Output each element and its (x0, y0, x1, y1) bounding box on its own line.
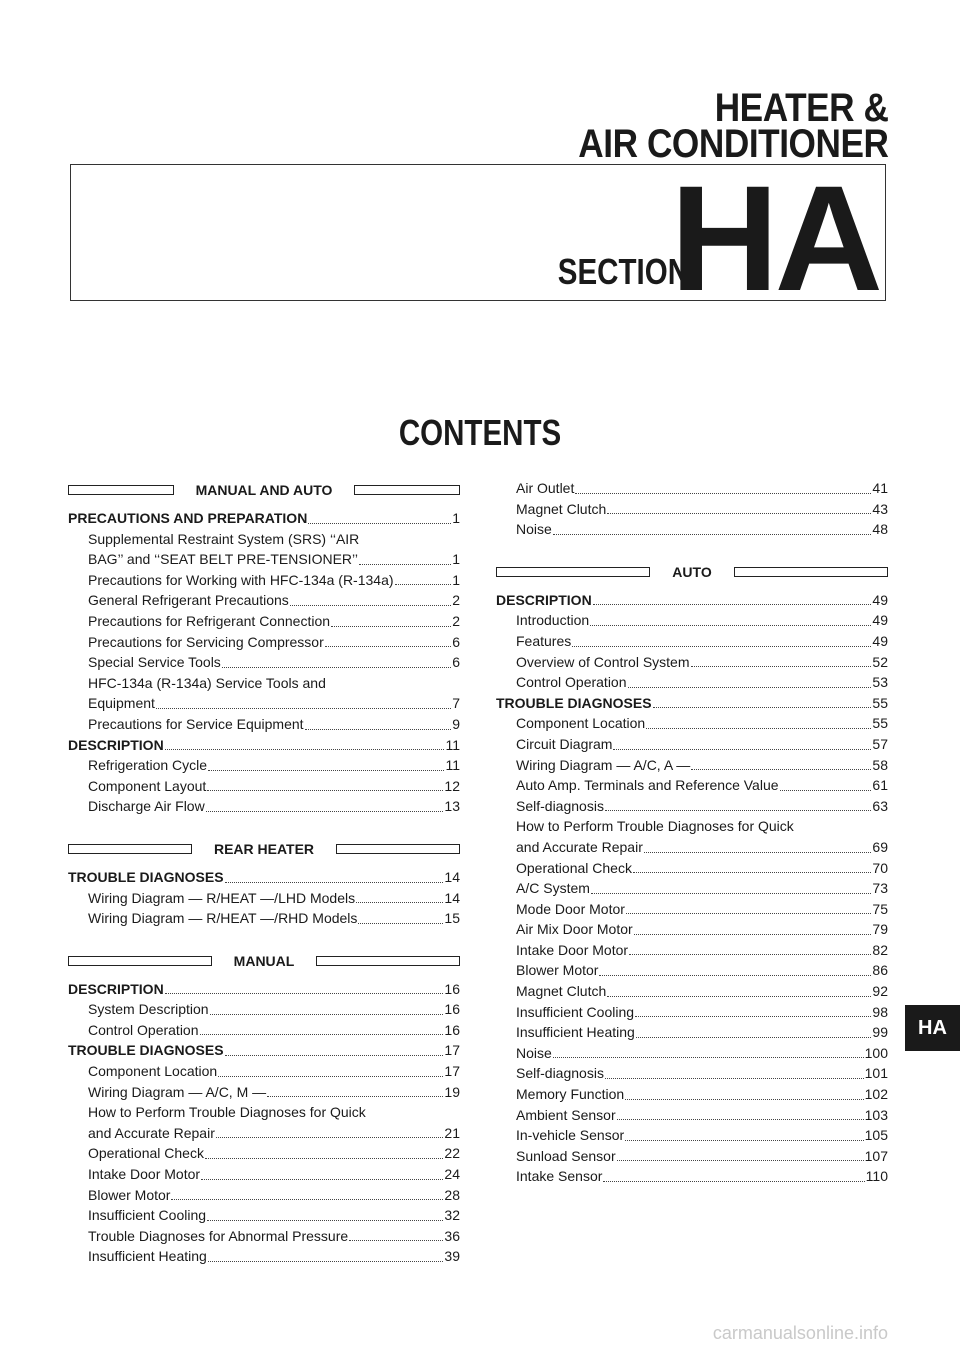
toc-entry-title: Operational Check (88, 1145, 204, 1162)
toc-entry-title: A/C System (516, 880, 590, 897)
toc-entry-page: 16 (444, 1001, 460, 1018)
toc-entry-wrapped-line[interactable]: HFC-134a (R-134a) Service Tools and (88, 674, 326, 691)
toc-entry-page: 21 (444, 1124, 460, 1141)
toc-entry-page: 17 (444, 1042, 460, 1059)
toc-entry-page: 6 (452, 633, 460, 650)
toc-entry-page: 1 (452, 551, 460, 568)
toc-chapter-entry[interactable] (68, 979, 460, 1000)
toc-entry[interactable] (496, 775, 888, 796)
toc-entry[interactable] (496, 478, 888, 499)
section-header (68, 478, 460, 502)
dot-leader (634, 934, 872, 935)
toc-entry-page: 61 (872, 777, 888, 794)
toc-entry-page: 98 (872, 1003, 888, 1020)
toc-entry-page: 14 (444, 889, 460, 906)
section-header (496, 560, 888, 584)
dot-leader (210, 1014, 444, 1015)
toc-entry-page: 49 (872, 591, 888, 608)
toc-entry[interactable] (68, 611, 460, 632)
toc-entry[interactable] (68, 714, 460, 735)
toc-entry-page: 1 (452, 510, 460, 526)
header-bar-left (68, 844, 192, 854)
toc-entry-title: Equipment (88, 695, 155, 712)
toc-entry-page: 73 (872, 880, 888, 897)
toc-entry-title: BAG’’ and ‘‘SEAT BELT PRE-TENSIONER’’ (88, 551, 358, 568)
toc-entry[interactable] (496, 919, 888, 940)
toc-entry-page: 32 (444, 1207, 460, 1224)
toc-entry-page: 99 (872, 1024, 888, 1041)
dot-leader (653, 707, 872, 708)
dot-leader (575, 493, 871, 494)
toc-entry[interactable] (496, 1043, 888, 1064)
toc-entry-page: 105 (864, 1127, 888, 1144)
toc-entry[interactable] (496, 734, 888, 755)
toc-entry-page: 2 (452, 592, 460, 609)
toc-chapter-entry[interactable] (68, 508, 460, 529)
dot-leader (225, 882, 444, 883)
toc-entry[interactable] (496, 713, 888, 734)
toc-entry-title: Insufficient Cooling (516, 1003, 635, 1020)
toc-entry-title: Self-diagnosis (516, 797, 604, 814)
toc-entry-page: 57 (872, 735, 888, 752)
toc-entry-page: 101 (864, 1065, 888, 1082)
toc-entry-title: Precautions for Servicing Compressor (88, 633, 324, 650)
toc-entry-title: Features (516, 632, 572, 649)
toc-entry-page: 82 (872, 941, 888, 958)
dot-leader (218, 1076, 443, 1077)
toc-entry-title: Insufficient Heating (88, 1248, 207, 1265)
toc-entry-title: Mode Door Motor (516, 900, 625, 917)
toc-entry-title: Refrigeration Cycle (88, 757, 208, 774)
section-header-label: REAR HEATER (213, 840, 315, 857)
toc-entry-title: Overview of Control System (516, 653, 690, 670)
toc-entry-page: 43 (872, 500, 888, 517)
section-code: HA (670, 154, 879, 322)
spacer (68, 817, 460, 837)
section-header (68, 837, 460, 861)
toc-entry-title: Precautions for Refrigerant Connection (88, 612, 331, 629)
toc-entry-title: Circuit Diagram (516, 735, 613, 752)
toc-chapter-entry[interactable] (496, 693, 888, 714)
toc-entry-title: Insufficient Heating (516, 1024, 635, 1041)
toc-entry[interactable] (68, 776, 460, 797)
toc-entry[interactable] (496, 940, 888, 961)
toc-entry-title: Precautions for Service Equipment (88, 715, 304, 732)
dot-leader (156, 708, 451, 709)
toc-entry[interactable] (68, 1082, 460, 1103)
toc-entry[interactable] (496, 796, 888, 817)
dot-leader (290, 605, 451, 606)
dot-leader (617, 1119, 864, 1120)
dot-leader (359, 564, 451, 565)
dot-leader (267, 1096, 443, 1097)
dot-leader (625, 1099, 863, 1100)
toc-entry-wrapped-line[interactable]: How to Perform Trouble Diagnoses for Quick (88, 1104, 366, 1121)
toc-entry-page: 16 (444, 980, 460, 997)
toc-entry-title: Wiring Diagram — A/C, A — (516, 756, 691, 773)
section-header (68, 949, 460, 973)
dot-leader (607, 513, 871, 514)
toc-entry-title: Noise (516, 521, 552, 538)
toc-entry[interactable] (68, 549, 460, 570)
toc-entry-title: General Refrigerant Precautions (88, 592, 289, 609)
toc-entry-page: 28 (444, 1186, 460, 1203)
toc-entry-title: Magnet Clutch (516, 983, 607, 1000)
toc-entry[interactable] (496, 610, 888, 631)
dot-leader (325, 646, 451, 647)
toc-entry[interactable] (68, 1123, 460, 1144)
toc-entry-page: 17 (444, 1063, 460, 1080)
section-header-label: MANUAL AND AUTO (195, 482, 333, 498)
dot-leader (625, 1140, 863, 1141)
dot-leader (691, 666, 872, 667)
toc-entry[interactable] (496, 878, 888, 899)
dot-leader (780, 790, 872, 791)
toc-entry-page: 49 (872, 612, 888, 629)
toc-entry-page: 6 (452, 654, 460, 671)
toc-entry-page: 55 (872, 694, 888, 711)
header-bar-left (68, 956, 212, 966)
dot-leader (603, 1181, 864, 1182)
toc-entry-title: DESCRIPTION (68, 736, 164, 753)
toc-entry[interactable] (496, 1105, 888, 1126)
dot-leader (165, 993, 444, 994)
toc-chapter-entry[interactable] (68, 867, 460, 888)
title-line-1: HEATER & (714, 86, 888, 130)
toc-entry[interactable] (68, 1061, 460, 1082)
toc-entry-title: TROUBLE DIAGNOSES (68, 1042, 224, 1059)
toc-entry-page: 48 (872, 521, 888, 538)
toc-entry-title: Operational Check (516, 859, 632, 876)
toc-entry-wrapped-line[interactable]: Supplemental Restraint System (SRS) ‘‘AIR (88, 530, 360, 547)
toc-entry[interactable] (68, 1020, 460, 1041)
toc-entry-title: Trouble Diagnoses for Abnormal Pressure (88, 1227, 349, 1244)
toc-entry-title: DESCRIPTION (496, 591, 592, 608)
toc-entry-page: 69 (872, 838, 888, 855)
toc-entry-page: 110 (865, 1168, 888, 1185)
toc-entry-page: 2 (452, 612, 460, 629)
contents-heading: CONTENTS (398, 412, 562, 453)
toc-entry[interactable] (68, 999, 460, 1020)
toc-entry[interactable] (68, 796, 460, 817)
toc-entry-title: and Accurate Repair (516, 838, 643, 855)
toc-entry[interactable] (496, 960, 888, 981)
dot-leader (356, 902, 443, 903)
toc-entry[interactable] (496, 631, 888, 652)
dot-leader (633, 872, 871, 873)
toc-entry[interactable] (496, 1002, 888, 1023)
toc-entry[interactable] (496, 1146, 888, 1167)
toc-entry-title: Introduction (516, 612, 590, 629)
toc-entry-title: Wiring Diagram — R/HEAT —/RHD Models (88, 910, 358, 927)
toc-entry[interactable] (496, 1063, 888, 1084)
dot-leader (207, 790, 443, 791)
section-header-label: MANUAL (233, 952, 295, 969)
toc-entry-title: Component Location (88, 1063, 218, 1080)
toc-entry-title: Special Service Tools (88, 654, 221, 671)
toc-entry-title: PRECAUTIONS AND PREPARATION (68, 510, 308, 526)
toc-entry-page: 16 (444, 1021, 460, 1038)
dot-leader (208, 770, 444, 771)
toc-entry-page: 12 (444, 777, 460, 794)
toc-entry-title: Self-diagnosis (516, 1065, 604, 1082)
watermark: carmanualsonline.info (712, 1323, 888, 1343)
dot-leader (628, 687, 872, 688)
toc-entry-page: 15 (444, 910, 460, 927)
toc-entry-title: and Accurate Repair (88, 1124, 215, 1141)
toc-entry-title: Control Operation (516, 674, 627, 691)
toc-entry-page: 102 (864, 1086, 888, 1103)
dot-leader (201, 1179, 443, 1180)
title-line-2: AIR CONDITIONER (577, 122, 888, 166)
dot-leader (308, 523, 451, 524)
toc-entry-title: Blower Motor (88, 1186, 171, 1203)
toc-entry-page: 70 (872, 859, 888, 876)
dot-leader (225, 1055, 444, 1056)
dot-leader (629, 954, 871, 955)
dot-leader (305, 729, 452, 730)
toc-entry-page: 11 (445, 736, 460, 753)
toc-entry[interactable] (496, 652, 888, 673)
toc-entry-title: DESCRIPTION (68, 980, 164, 997)
toc-entry-title: TROUBLE DIAGNOSES (68, 868, 224, 885)
toc-entry-page: 107 (864, 1147, 888, 1164)
dot-leader (205, 1158, 443, 1159)
dot-leader (358, 923, 443, 924)
toc-left-column (68, 478, 460, 1267)
toc-entry[interactable] (68, 888, 460, 909)
dot-leader (607, 996, 871, 997)
spacer (68, 929, 460, 949)
toc-entry-page: 52 (872, 653, 888, 670)
toc-entry-page: 100 (864, 1044, 888, 1061)
dot-leader (691, 769, 871, 770)
toc-entry-page: 103 (864, 1106, 888, 1123)
toc-entry-wrapped-line[interactable]: How to Perform Trouble Diagnoses for Quick (516, 818, 794, 835)
dot-leader (222, 667, 451, 668)
header-bar-left (496, 567, 650, 577)
toc-entry-page: 22 (444, 1145, 460, 1162)
toc-chapter-entry[interactable] (496, 590, 888, 611)
toc-chapter-entry[interactable] (68, 1040, 460, 1061)
toc-entry[interactable] (68, 632, 460, 653)
toc-entry-title: Intake Door Motor (516, 941, 629, 958)
toc-entry[interactable] (496, 899, 888, 920)
section-word: SECTION (557, 251, 689, 292)
toc-entry-page: 1 (452, 571, 460, 588)
header-bar-right (734, 567, 888, 577)
dot-leader (646, 728, 871, 729)
toc-chapter-entry[interactable] (68, 735, 460, 756)
toc-entry-title: Intake Door Motor (88, 1166, 201, 1183)
toc-entry-title: Discharge Air Flow (88, 798, 205, 815)
toc-entry-title: Air Mix Door Motor (516, 921, 633, 938)
toc-entry-title: Control Operation (88, 1021, 199, 1038)
toc-entry[interactable] (496, 519, 888, 540)
toc-entry-page: 49 (872, 632, 888, 649)
toc-entry[interactable] (496, 1022, 888, 1043)
header-bar-right (316, 956, 460, 966)
toc-entry[interactable] (68, 1246, 460, 1267)
toc-entry[interactable] (68, 1226, 460, 1247)
dot-leader (599, 975, 871, 976)
section-tab[interactable]: HA (905, 1005, 960, 1051)
toc-entry-page: 79 (872, 921, 888, 938)
dot-leader (206, 811, 444, 812)
toc-entry-title: Blower Motor (516, 962, 599, 979)
section-box (70, 154, 886, 322)
toc-entry-page: 7 (452, 695, 460, 712)
toc-entry-title: System Description (88, 1001, 209, 1018)
section-header-label: AUTO (672, 563, 712, 580)
toc-entry[interactable] (496, 672, 888, 693)
toc-entry-page: 9 (452, 715, 460, 732)
toc-entry[interactable] (68, 1205, 460, 1226)
toc-entry-page: 24 (444, 1166, 460, 1183)
toc-entry-title: Auto Amp. Terminals and Reference Value (516, 777, 779, 794)
toc-entry[interactable] (496, 858, 888, 879)
toc-entry-title: Air Outlet (516, 480, 575, 496)
dot-leader (644, 852, 872, 853)
dot-leader (572, 646, 871, 647)
dot-leader (626, 913, 871, 914)
toc-entry-title: Insufficient Cooling (88, 1207, 207, 1224)
dot-leader (613, 749, 871, 750)
toc-entry-page: 19 (444, 1083, 460, 1100)
dot-leader (349, 1240, 443, 1241)
spacer (496, 540, 888, 560)
toc-entry[interactable] (68, 1185, 460, 1206)
toc-entry-page: 55 (872, 715, 888, 732)
toc-entry-title: Wiring Diagram — R/HEAT —/LHD Models (88, 889, 356, 906)
toc-entry[interactable] (496, 755, 888, 776)
dot-leader (605, 1078, 864, 1079)
header-bar-right (336, 844, 460, 854)
toc-entry-title: Component Layout (88, 777, 207, 794)
toc-entry-page: 11 (445, 757, 460, 774)
toc-entry-title: Intake Sensor (516, 1168, 603, 1185)
toc-entry-title: Sunload Sensor (516, 1147, 616, 1164)
toc-entry-title: Precautions for Working with HFC-134a (R-134a) (88, 571, 394, 588)
dot-leader (395, 584, 452, 585)
toc-entry[interactable] (68, 590, 460, 611)
toc-entry-page: 39 (444, 1248, 460, 1265)
toc-entry-title: Magnet Clutch (516, 500, 607, 517)
dot-leader (590, 625, 871, 626)
toc-entry-title: Component Location (516, 715, 646, 732)
dot-leader (593, 604, 872, 605)
toc-entry-title: Memory Function (516, 1086, 625, 1103)
toc-entry[interactable] (68, 908, 460, 929)
toc-entry[interactable] (496, 1084, 888, 1105)
dot-leader (165, 749, 445, 750)
toc-entry[interactable] (496, 1166, 888, 1187)
toc-entry-title: Noise (516, 1044, 552, 1061)
toc-entry-title: Ambient Sensor (516, 1106, 616, 1123)
dot-leader (636, 1037, 872, 1038)
dot-leader (216, 1137, 444, 1138)
dot-leader (207, 1220, 443, 1221)
toc-entry[interactable] (68, 652, 460, 673)
toc-entry[interactable] (496, 981, 888, 1002)
toc-entry-title: TROUBLE DIAGNOSES (496, 694, 652, 711)
toc-entry-page: 75 (872, 900, 888, 917)
dot-leader (591, 893, 872, 894)
toc-entry-page: 14 (444, 868, 460, 885)
toc-entry[interactable] (496, 1125, 888, 1146)
toc-entry[interactable] (68, 1143, 460, 1164)
dot-leader (553, 534, 872, 535)
toc-entry[interactable] (68, 1164, 460, 1185)
dot-leader (553, 1057, 864, 1058)
dot-leader (605, 810, 871, 811)
toc-entry-page: 63 (872, 797, 888, 814)
toc-entry-page: 86 (872, 962, 888, 979)
header-bar-left (68, 485, 174, 495)
toc-right-column (496, 478, 888, 1187)
toc-entry-page: 58 (872, 756, 888, 773)
toc-entry-page: 53 (872, 674, 888, 691)
dot-leader (200, 1034, 444, 1035)
toc-entry-title: In-vehicle Sensor (516, 1127, 625, 1144)
toc-entry[interactable] (496, 499, 888, 520)
toc-entry-page: 41 (872, 480, 888, 496)
dot-leader (171, 1199, 443, 1200)
toc-entry[interactable] (68, 570, 460, 591)
dot-leader (208, 1261, 444, 1262)
toc-entry[interactable] (68, 693, 460, 714)
dot-leader (331, 626, 451, 627)
dot-leader (635, 1016, 871, 1017)
dot-leader (617, 1160, 864, 1161)
toc-entry-title: Wiring Diagram — A/C, M — (88, 1083, 267, 1100)
toc-entry-page: 36 (444, 1227, 460, 1244)
toc-entry[interactable] (68, 755, 460, 776)
header-bar-right (354, 485, 460, 495)
toc-entry-page: 13 (444, 798, 460, 815)
toc-entry[interactable] (496, 837, 888, 858)
toc-entry-page: 92 (872, 983, 888, 1000)
